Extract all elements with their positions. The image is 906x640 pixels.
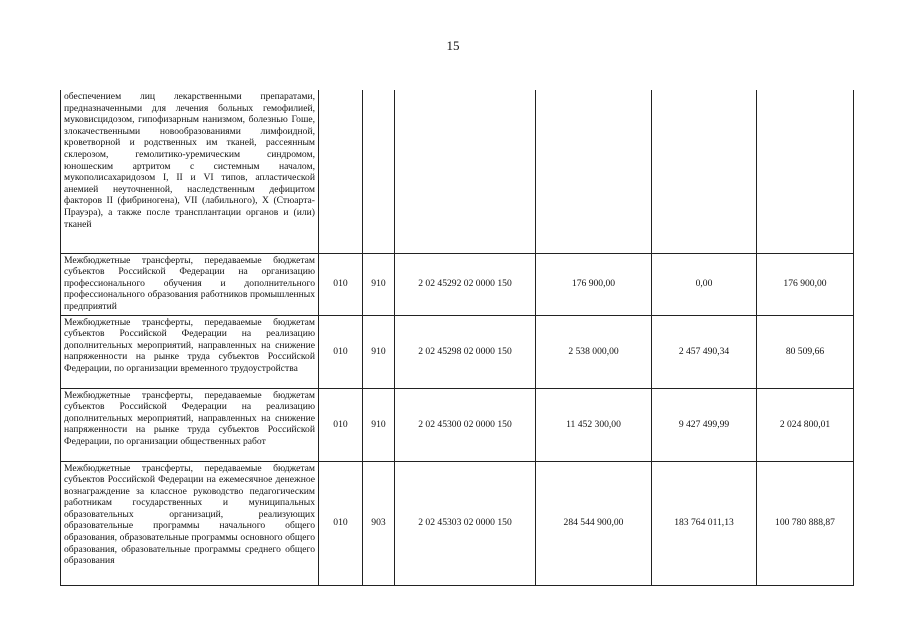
row-amount-executed [652, 90, 757, 253]
row-amount-remaining: 176 900,00 [757, 253, 854, 315]
row-code-chapter: 010 [319, 315, 363, 388]
row-amount-planned: 176 900,00 [536, 253, 652, 315]
row-amount-remaining: 80 509,66 [757, 315, 854, 388]
row-budget-code: 2 02 45300 02 0000 150 [395, 388, 536, 461]
row-amount-executed: 9 427 499,99 [652, 388, 757, 461]
row-code-chapter [319, 90, 363, 253]
row-amount-remaining: 100 780 888,87 [757, 461, 854, 585]
row-amount-planned: 284 544 900,00 [536, 461, 652, 585]
row-code-admin [363, 90, 395, 253]
row-amount-planned [536, 90, 652, 253]
row-description: обеспечением лиц лекарственными препаратами, предназначенными для лечения больных гемофилией, муковисцидозом, гипофизарным нанизмом, болезнью Гоше, злокачественными новообразованиями лимфоидной, кроветворной и родственных им тканей, рассеянным склерозом, гемолитико-уремическим синдромом, юношеским артритом с системным началом, мукополисахаридозом I, II и VI типов, апластической анемией неуточненной, наследственным дефицитом факторов II (фибриногена), VII (лабильного), X (Стюарта-Прауэра), а также после трансплантации органов и (или) тканей [61, 90, 319, 253]
row-code-admin: 903 [363, 461, 395, 585]
row-budget-code [395, 90, 536, 253]
row-code-admin: 910 [363, 315, 395, 388]
row-budget-code: 2 02 45303 02 0000 150 [395, 461, 536, 585]
row-description: Межбюджетные трансферты, передаваемые бюджетам субъектов Российской Федерации на организацию профессионального обучения и дополнительного профессионального образования работников промышленных предприятий [61, 253, 319, 315]
table-row [61, 315, 854, 388]
row-amount-planned: 11 452 300,00 [536, 388, 652, 461]
row-budget-code: 2 02 45298 02 0000 150 [395, 315, 536, 388]
table-row [61, 90, 854, 253]
table-row [61, 253, 854, 315]
row-amount-executed: 0,00 [652, 253, 757, 315]
row-amount-executed: 183 764 011,13 [652, 461, 757, 585]
row-amount-planned: 2 538 000,00 [536, 315, 652, 388]
table-row [61, 388, 854, 461]
row-description: Межбюджетные трансферты, передаваемые бюджетам субъектов Российской Федерации на реализацию дополнительных мероприятий, направленных на снижение напряженности на рынке труда субъектов Российской Федерации, по организации временного трудоустройства [61, 315, 319, 388]
row-description: Межбюджетные трансферты, передаваемые бюджетам субъектов Российской Федерации на ежемесячное денежное вознаграждение за классное руководство педагогическим работникам государственных и муниципальных образовательных организаций, реализующих образовательные программы начального общего образования, образовательные программы основного общего образования, образовательные программы среднего общего образования [61, 461, 319, 585]
row-code-admin: 910 [363, 253, 395, 315]
row-code-chapter: 010 [319, 461, 363, 585]
budget-table [60, 90, 854, 586]
row-code-admin: 910 [363, 388, 395, 461]
page-number: 15 [446, 38, 460, 53]
row-code-chapter: 010 [319, 253, 363, 315]
row-budget-code: 2 02 45292 02 0000 150 [395, 253, 536, 315]
table-row [61, 461, 854, 585]
row-amount-remaining [757, 90, 854, 253]
row-amount-executed: 2 457 490,34 [652, 315, 757, 388]
row-amount-remaining: 2 024 800,01 [757, 388, 854, 461]
row-code-chapter: 010 [319, 388, 363, 461]
row-description: Межбюджетные трансферты, передаваемые бюджетам субъектов Российской Федерации на реализацию дополнительных мероприятий, направленных на снижение напряженности на рынке труда субъектов Российской Федерации, по организации общественных работ [61, 388, 319, 461]
